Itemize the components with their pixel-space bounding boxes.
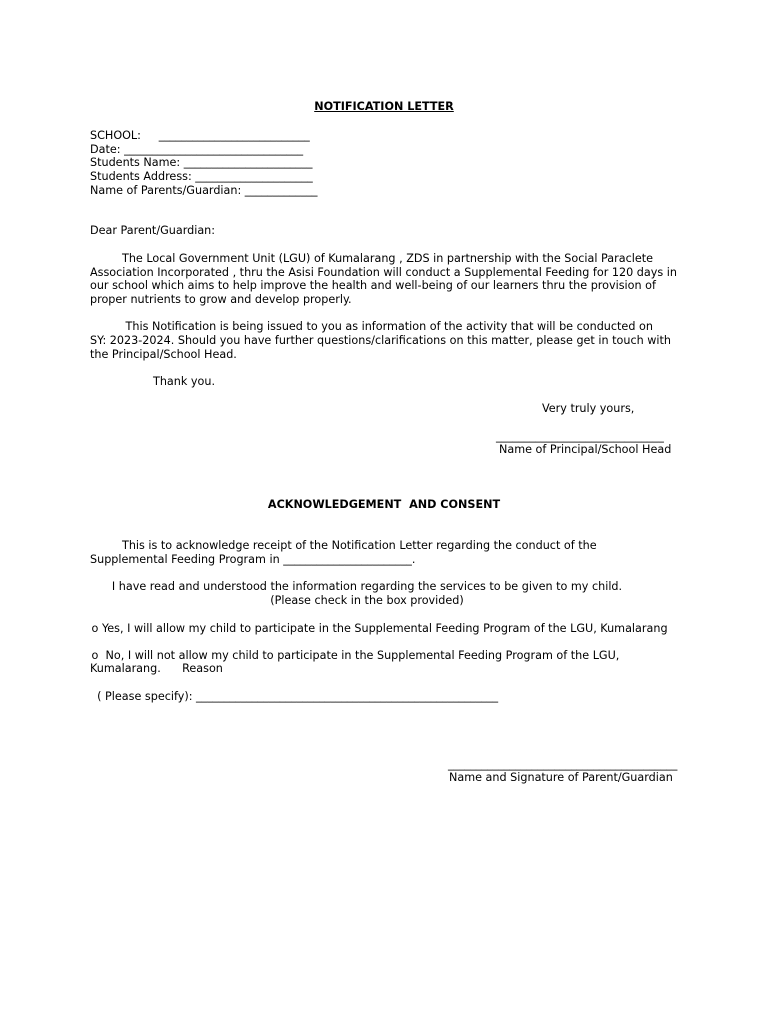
letter-para1-line: proper nutrients to grow and develop properly. [90,293,352,306]
letter-title: NOTIFICATION LETTER [314,100,454,113]
consent-para2: I have read and understood the information regarding the services to be given to my child. [111,580,623,593]
consent-heading: ACKNOWLEDGEMENT AND CONSENT [267,498,501,511]
principal-signature-label: Name of Principal/School Head [499,443,672,456]
field-student-address: Students Address: _____________________ [90,170,313,183]
field-school: SCHOOL: ___________________________ [90,129,310,142]
thank-you: Thank you. [153,375,216,388]
parent-signature-label: Name and Signature of Parent/Guardian [449,771,673,784]
letter-para1-line: The Local Government Unit (LGU) of Kumalarang , ZDS in partnership with the Social Paraclete [90,252,653,265]
principal-signature-line: ______________________________ [496,430,664,443]
letter-para1-line: our school which aims to help improve the health and well-being of our learners thru the provision of [90,279,656,292]
salutation: Dear Parent/Guardian: [90,224,216,237]
check-instruction: (Please check in the box provided) [270,594,464,607]
field-parent-name: Name of Parents/Guardian: _____________ [90,184,318,197]
option-no-line: Kumalarang. Reason [90,662,223,675]
field-student-name: Students Name: _______________________ [90,156,313,169]
option-yes: o Yes, I will allow my child to participate in the Supplemental Feeding Program of the LGU, Kumalarang [88,622,668,635]
consent-para1-line: Supplemental Feeding Program in _______________________. [90,553,416,566]
field-date: Date: ________________________________ [90,143,304,156]
letter-para1-line: Association Incorporated , thru the Asisi Foundation will conduct a Supplemental Feeding for 120 days in [90,266,677,279]
parent-signature-line: _________________________________________ [448,758,678,771]
letter-para2-line: the Principal/School Head. [90,348,237,361]
letter-para2-line: This Notification is being issued to you as information of the activity that will be conducted on [90,320,653,333]
reason-specify: ( Please specify): ______________________________________________________ [90,690,499,703]
option-no-line: o No, I will not allow my child to participate in the Supplemental Feeding Program of the LGU, [88,649,620,662]
consent-para1-line: This is to acknowledge receipt of the Notification Letter regarding the conduct of the [90,539,597,552]
closing: Very truly yours, [542,402,635,415]
letter-para2-line: SY: 2023-2024. Should you have further questions/clarifications on this matter, please get in touch with [90,334,671,347]
